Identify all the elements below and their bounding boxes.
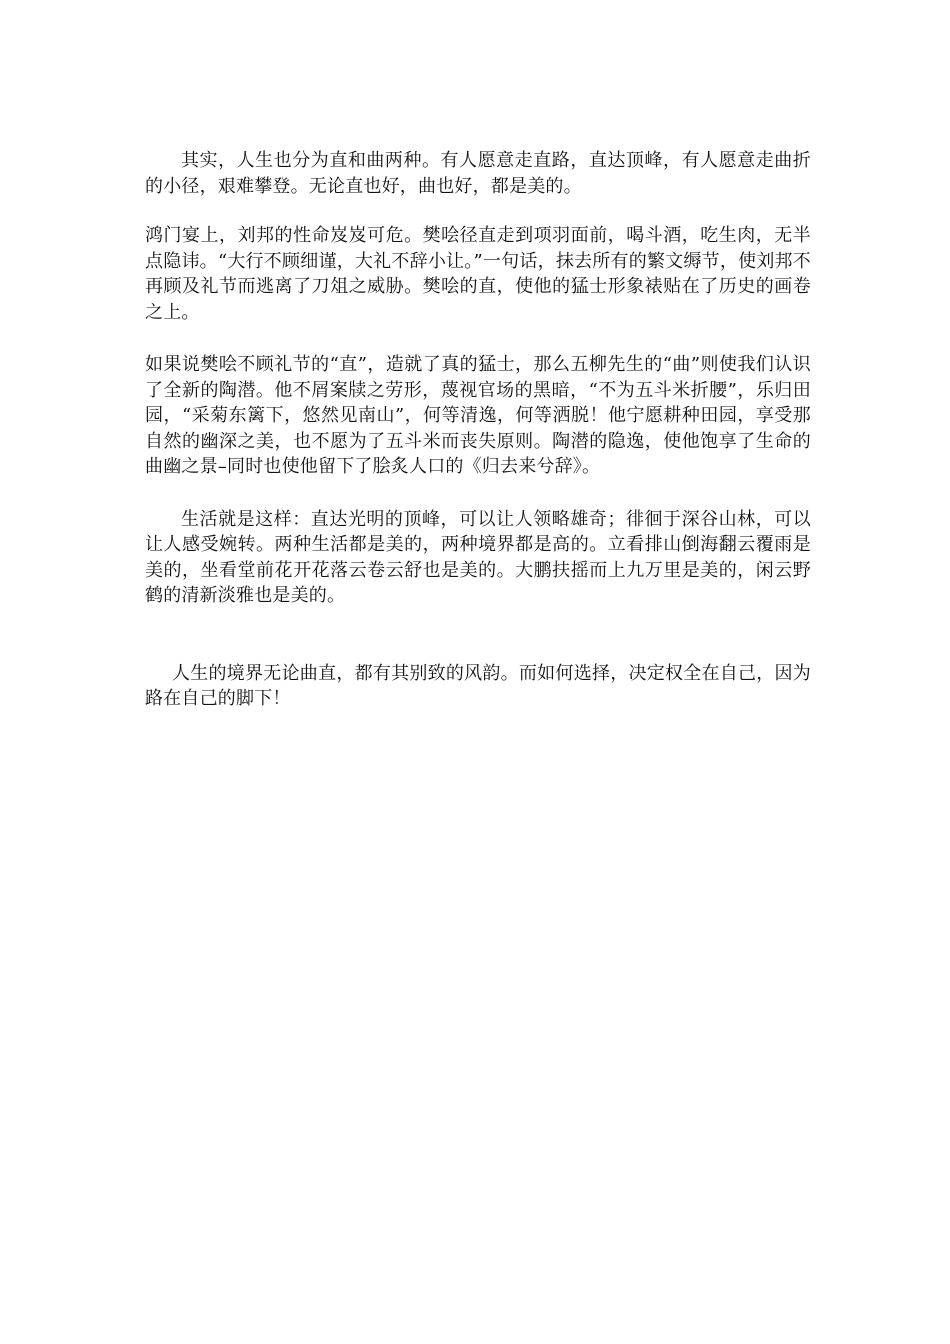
paragraph-fan-kuai: 鸿门宴上，刘邦的性命岌岌可危。樊哙径直走到项羽面前，喝斗酒，吃生肉，无半点隐讳。“大行不顾细谨，大礼不辞小让。”一句话，抹去所有的繁文缛节，使刘邦不再顾及礼节而逃离了刀俎之威胁。樊哙的直，使他的猛士形象裱贴在了历史的画卷之上。 [145, 225, 811, 323]
paragraph-tao-qian: 如果说樊哙不顾礼节的“直”，造就了真的猛士，那么五柳先生的“曲”则使我们认识了全新的陶潜。他不屑案牍之劳形，蔑视官场的黑暗，“不为五斗米折腰”，乐归田园，“采菊东篱下，悠然见南山”，何等清逸，何等洒脱！他宁愿耕种田园，享受那自然的幽深之美，也不愿为了五斗米而丧失原则。陶潜的隐逸，使他饱享了生命的曲幽之景–同时也使他留下了脍炙人口的《归去来兮辞》。 [145, 354, 811, 477]
paragraph-conclusion: 人生的境界无论曲直，都有其别致的风韵。而如何选择，决定权全在自己，因为路在自己的脚下！ [145, 662, 811, 709]
document-body [145, 148, 811, 712]
paragraph-life: 生活就是这样：直达光明的顶峰，可以让人领略雄奇；徘徊于深谷山林，可以让人感受婉转。两种生活都是美的，两种境界都是高的。立看排山倒海翻云覆雨是美的，坐看堂前花开花落云卷云舒也是美的。大鹏扶摇而上九万里是美的，闲云野鹤的清新淡雅也是美的。 [145, 508, 811, 606]
paragraph-intro: 其实，人生也分为直和曲两种。有人愿意走直路，直达顶峰，有人愿意走曲折的小径，艰难攀登。无论直也好，曲也好，都是美的。 [145, 150, 811, 197]
